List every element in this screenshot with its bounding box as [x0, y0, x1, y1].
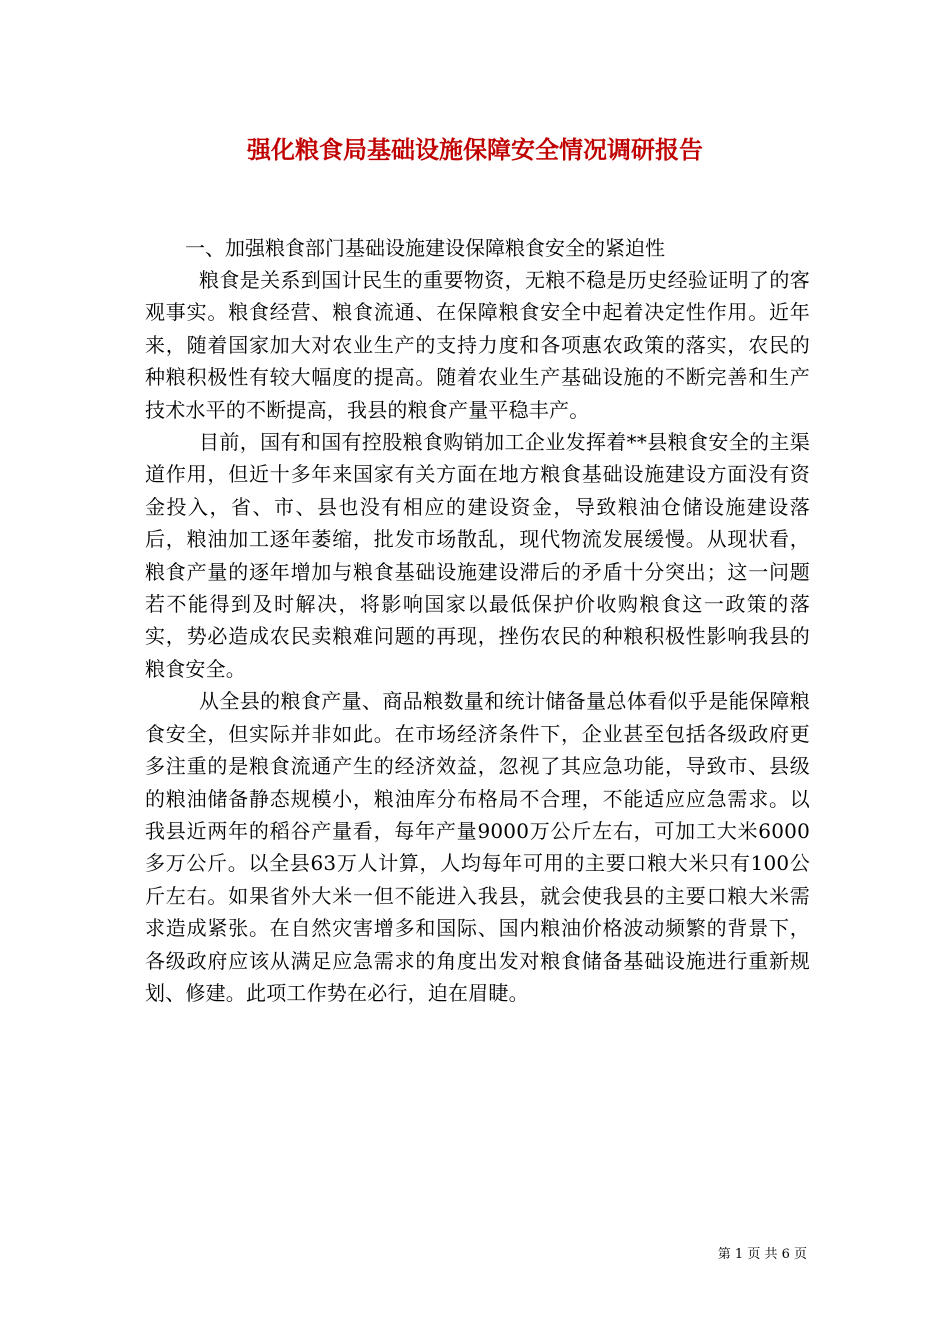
document-body [145, 232, 810, 1009]
paragraph-3: 从全县的粮食产量、商品粮数量和统计储备量总体看似乎是能保障粮食安全，但实际并非如此。在市场经济条件下，企业甚至包括各级政府更多注重的是粮食流通产生的经济效益，忽视了其应急功能，导致市、县级的粮油储备静态规模小，粮油库分布格局不合理，不能适应应急需求。以我县近两年的稻谷产量看，每年产量9000万公斤左右，可加工大米6000多万公斤。以全县63万人计算，人均每年可用的主要口粮大米只有100公斤左右。如果省外大米一但不能进入我县，就会使我县的主要口粮大米需求造成紧张。在自然灾害增多和国际、国内粮油价格波动频繁的背景下，各级政府应该从满足应急需求的角度出发对粮食储备基础设施进行重新规划、修建。此项工作势在必行，迫在眉睫。 [145, 689, 810, 1005]
page-number-footer: 第 1 页 共 6 页 [717, 1247, 807, 1262]
paragraph-1: 粮食是关系到国计民生的重要物资，无粮不稳是历史经验证明了的客观事实。粮食经营、粮食流通、在保障粮食安全中起着决定性作用。近年来，随着国家加大对农业生产的支持力度和各项惠农政策的落实，农民的种粮积极性有较大幅度的提高。随着农业生产基础设施的不断完善和生产技术水平的不断提高，我县的粮食产量平稳丰产。 [145, 268, 810, 422]
section-heading: 一、加强粮食部门基础设施建设保障粮食安全的紧迫性 [185, 236, 665, 260]
document-title: 强化粮食局基础设施保障安全情况调研报告 [247, 135, 703, 164]
paragraph-2: 目前，国有和国有控股粮食购销加工企业发挥着**县粮食安全的主渠道作用，但近十多年来国家有关方面在地方粮食基础设施建设方面没有资金投入，省、市、县也没有相应的建设资金，导致粮油仓储设施建设落后，粮油加工逐年萎缩，批发市场散乱，现代物流发展缓慢。从现状看，粮食产量的逐年增加与粮食基础设施建设滞后的矛盾十分突出；这一问题若不能得到及时解决，将影响国家以最低保护价收购粮食这一政策的落实，势必造成农民卖粮难问题的再现，挫伤农民的种粮积极性影响我县的粮食安全。 [145, 430, 810, 681]
